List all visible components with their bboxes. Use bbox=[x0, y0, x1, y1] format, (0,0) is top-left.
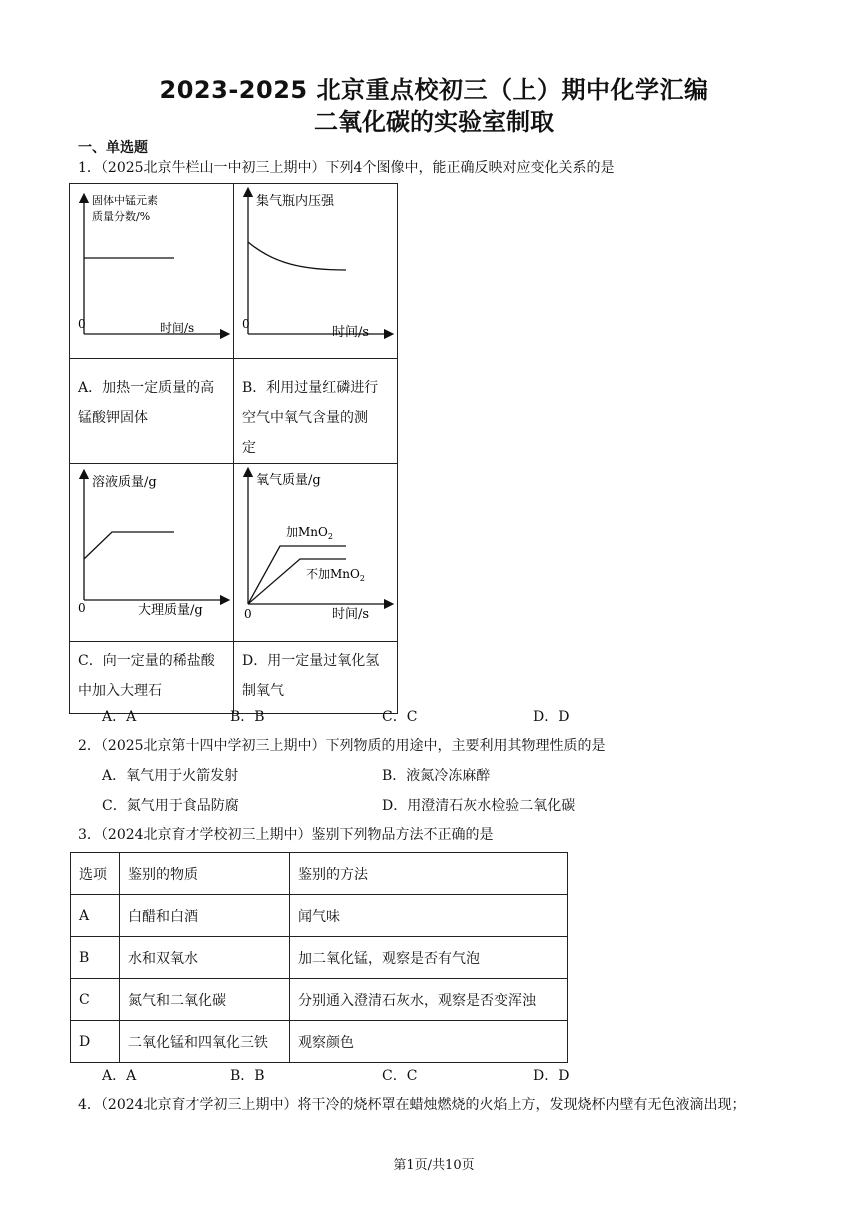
q3-option-a[interactable]: A．A bbox=[102, 1068, 137, 1084]
table-row bbox=[71, 979, 568, 1021]
caption-b-line-1: B．利用过量红磷进行 bbox=[242, 380, 379, 396]
graph-b-xlabel: 时间/s bbox=[332, 325, 370, 340]
q1-option-d[interactable]: D．D bbox=[533, 709, 570, 725]
graph-a-cell bbox=[70, 184, 234, 359]
graph-b-curve bbox=[248, 242, 346, 270]
question-3-stem: 3．（2024北京育才学校初三上期中）鉴别下列物品方法不正确的是 bbox=[78, 827, 494, 843]
table-header-row bbox=[71, 853, 568, 895]
caption-c-line-1: C．向一定量的稀盐酸 bbox=[78, 653, 215, 669]
caption-b-cell bbox=[234, 359, 398, 464]
graph-b-cell bbox=[234, 184, 398, 359]
graph-d-label-with-mno2: 加MnO$_2$ bbox=[286, 525, 333, 541]
q2-option-d[interactable]: D．用澄清石灰水检验二氧化碳 bbox=[382, 798, 576, 814]
document-subtitle: 二氧化碳的实验室制取 bbox=[314, 108, 554, 136]
q3-option-c[interactable]: C．C bbox=[382, 1068, 418, 1084]
caption-b-line-2: 空气中氧气含量的测 bbox=[242, 410, 368, 426]
graph-a-origin: 0 bbox=[78, 317, 86, 331]
graph-d-cell bbox=[234, 464, 398, 642]
graph-b bbox=[234, 184, 397, 354]
question-1-graph-table bbox=[69, 183, 398, 714]
table-cell: 加二氧化锰，观察是否有气泡 bbox=[290, 937, 568, 979]
q2-option-b[interactable]: B．液氮冷冻麻醉 bbox=[382, 768, 491, 784]
graph-a-xlabel: 时间/s bbox=[160, 321, 195, 335]
question-4-stem: 4．（2024北京育才学初三上期中）将干冷的烧杯罩在蜡烛燃烧的火焰上方，发现烧杯内壁有无色液滴出现； bbox=[78, 1097, 746, 1113]
caption-c-line-2: 中加入大理石 bbox=[78, 683, 162, 699]
caption-a-line-2: 锰酸钾固体 bbox=[78, 410, 148, 426]
graph-a-ylabel-2: 质量分数/% bbox=[92, 210, 151, 223]
caption-d-cell bbox=[234, 642, 398, 714]
table-cell: 水和双氧水 bbox=[120, 937, 290, 979]
table-header-cell: 鉴别的方法 bbox=[290, 853, 568, 895]
graph-a bbox=[70, 184, 233, 354]
table-cell: 二氧化锰和四氧化三铁 bbox=[120, 1021, 290, 1063]
q1-option-c[interactable]: C．C bbox=[382, 709, 418, 725]
table-cell: D bbox=[71, 1021, 120, 1063]
question-2-stem: 2．（2025北京第十四中学初三上期中）下列物质的用途中，主要利用其物理性质的是 bbox=[78, 738, 606, 754]
graph-c bbox=[70, 464, 233, 637]
graph-a-ylabel-1: 固体中锰元素 bbox=[92, 194, 158, 207]
graph-b-ylabel: 集气瓶内压强 bbox=[256, 194, 335, 209]
table-cell: A bbox=[71, 895, 120, 937]
table-row bbox=[71, 1021, 568, 1063]
table-row bbox=[71, 895, 568, 937]
caption-c-cell bbox=[70, 642, 234, 714]
graph-d-curve-without-mno2 bbox=[248, 559, 346, 604]
question-1-stem: 1．（2025北京牛栏山一中初三上期中）下列4个图像中，能正确反映对应变化关系的是 bbox=[78, 160, 615, 176]
table-header-cell: 选项 bbox=[71, 853, 120, 895]
graph-c-curve bbox=[84, 532, 174, 559]
table-cell: 分别通入澄清石灰水，观察是否变浑浊 bbox=[290, 979, 568, 1021]
table-cell: 白醋和白酒 bbox=[120, 895, 290, 937]
table-header-cell: 鉴别的物质 bbox=[120, 853, 290, 895]
q3-option-d[interactable]: D．D bbox=[533, 1068, 570, 1084]
caption-b-line-3: 定 bbox=[242, 440, 256, 456]
graph-c-ylabel: 溶液质量/g bbox=[92, 475, 157, 490]
caption-a-cell bbox=[70, 359, 234, 464]
q1-option-b[interactable]: B．B bbox=[230, 709, 265, 725]
page-footer: 第1页/共10页 bbox=[393, 1158, 475, 1173]
graph-d bbox=[234, 464, 397, 637]
question-3-table bbox=[70, 852, 568, 1063]
q2-option-c[interactable]: C．氮气用于食品防腐 bbox=[102, 798, 239, 814]
caption-d-line-1: D．用一定量过氧化氢 bbox=[242, 653, 380, 669]
table-cell: 氮气和二氧化碳 bbox=[120, 979, 290, 1021]
graph-d-label-without-mno2: 不加MnO$_2$ bbox=[306, 567, 365, 583]
table-cell: 观察颜色 bbox=[290, 1021, 568, 1063]
graph-b-origin: 0 bbox=[242, 317, 250, 331]
table-cell: 闻气味 bbox=[290, 895, 568, 937]
graph-d-xlabel: 时间/s bbox=[332, 607, 370, 622]
table-cell: C bbox=[71, 979, 120, 1021]
table-cell: B bbox=[71, 937, 120, 979]
graph-c-cell bbox=[70, 464, 234, 642]
table-row bbox=[71, 937, 568, 979]
graph-c-origin: 0 bbox=[78, 601, 86, 615]
q2-option-a[interactable]: A．氧气用于火箭发射 bbox=[102, 768, 239, 784]
q3-option-b[interactable]: B．B bbox=[230, 1068, 265, 1084]
caption-d-line-2: 制氧气 bbox=[242, 683, 284, 699]
caption-a-line-1: A．加热一定质量的高 bbox=[78, 380, 215, 396]
section-heading: 一、单选题 bbox=[78, 140, 148, 156]
graph-d-origin: 0 bbox=[244, 607, 252, 621]
graph-c-xlabel: 大理质量/g bbox=[138, 603, 203, 618]
graph-d-ylabel: 氧气质量/g bbox=[256, 473, 321, 488]
document-title: 2023-2025 北京重点校初三（上）期中化学汇编 bbox=[159, 76, 709, 104]
q1-option-a[interactable]: A．A bbox=[102, 709, 137, 725]
